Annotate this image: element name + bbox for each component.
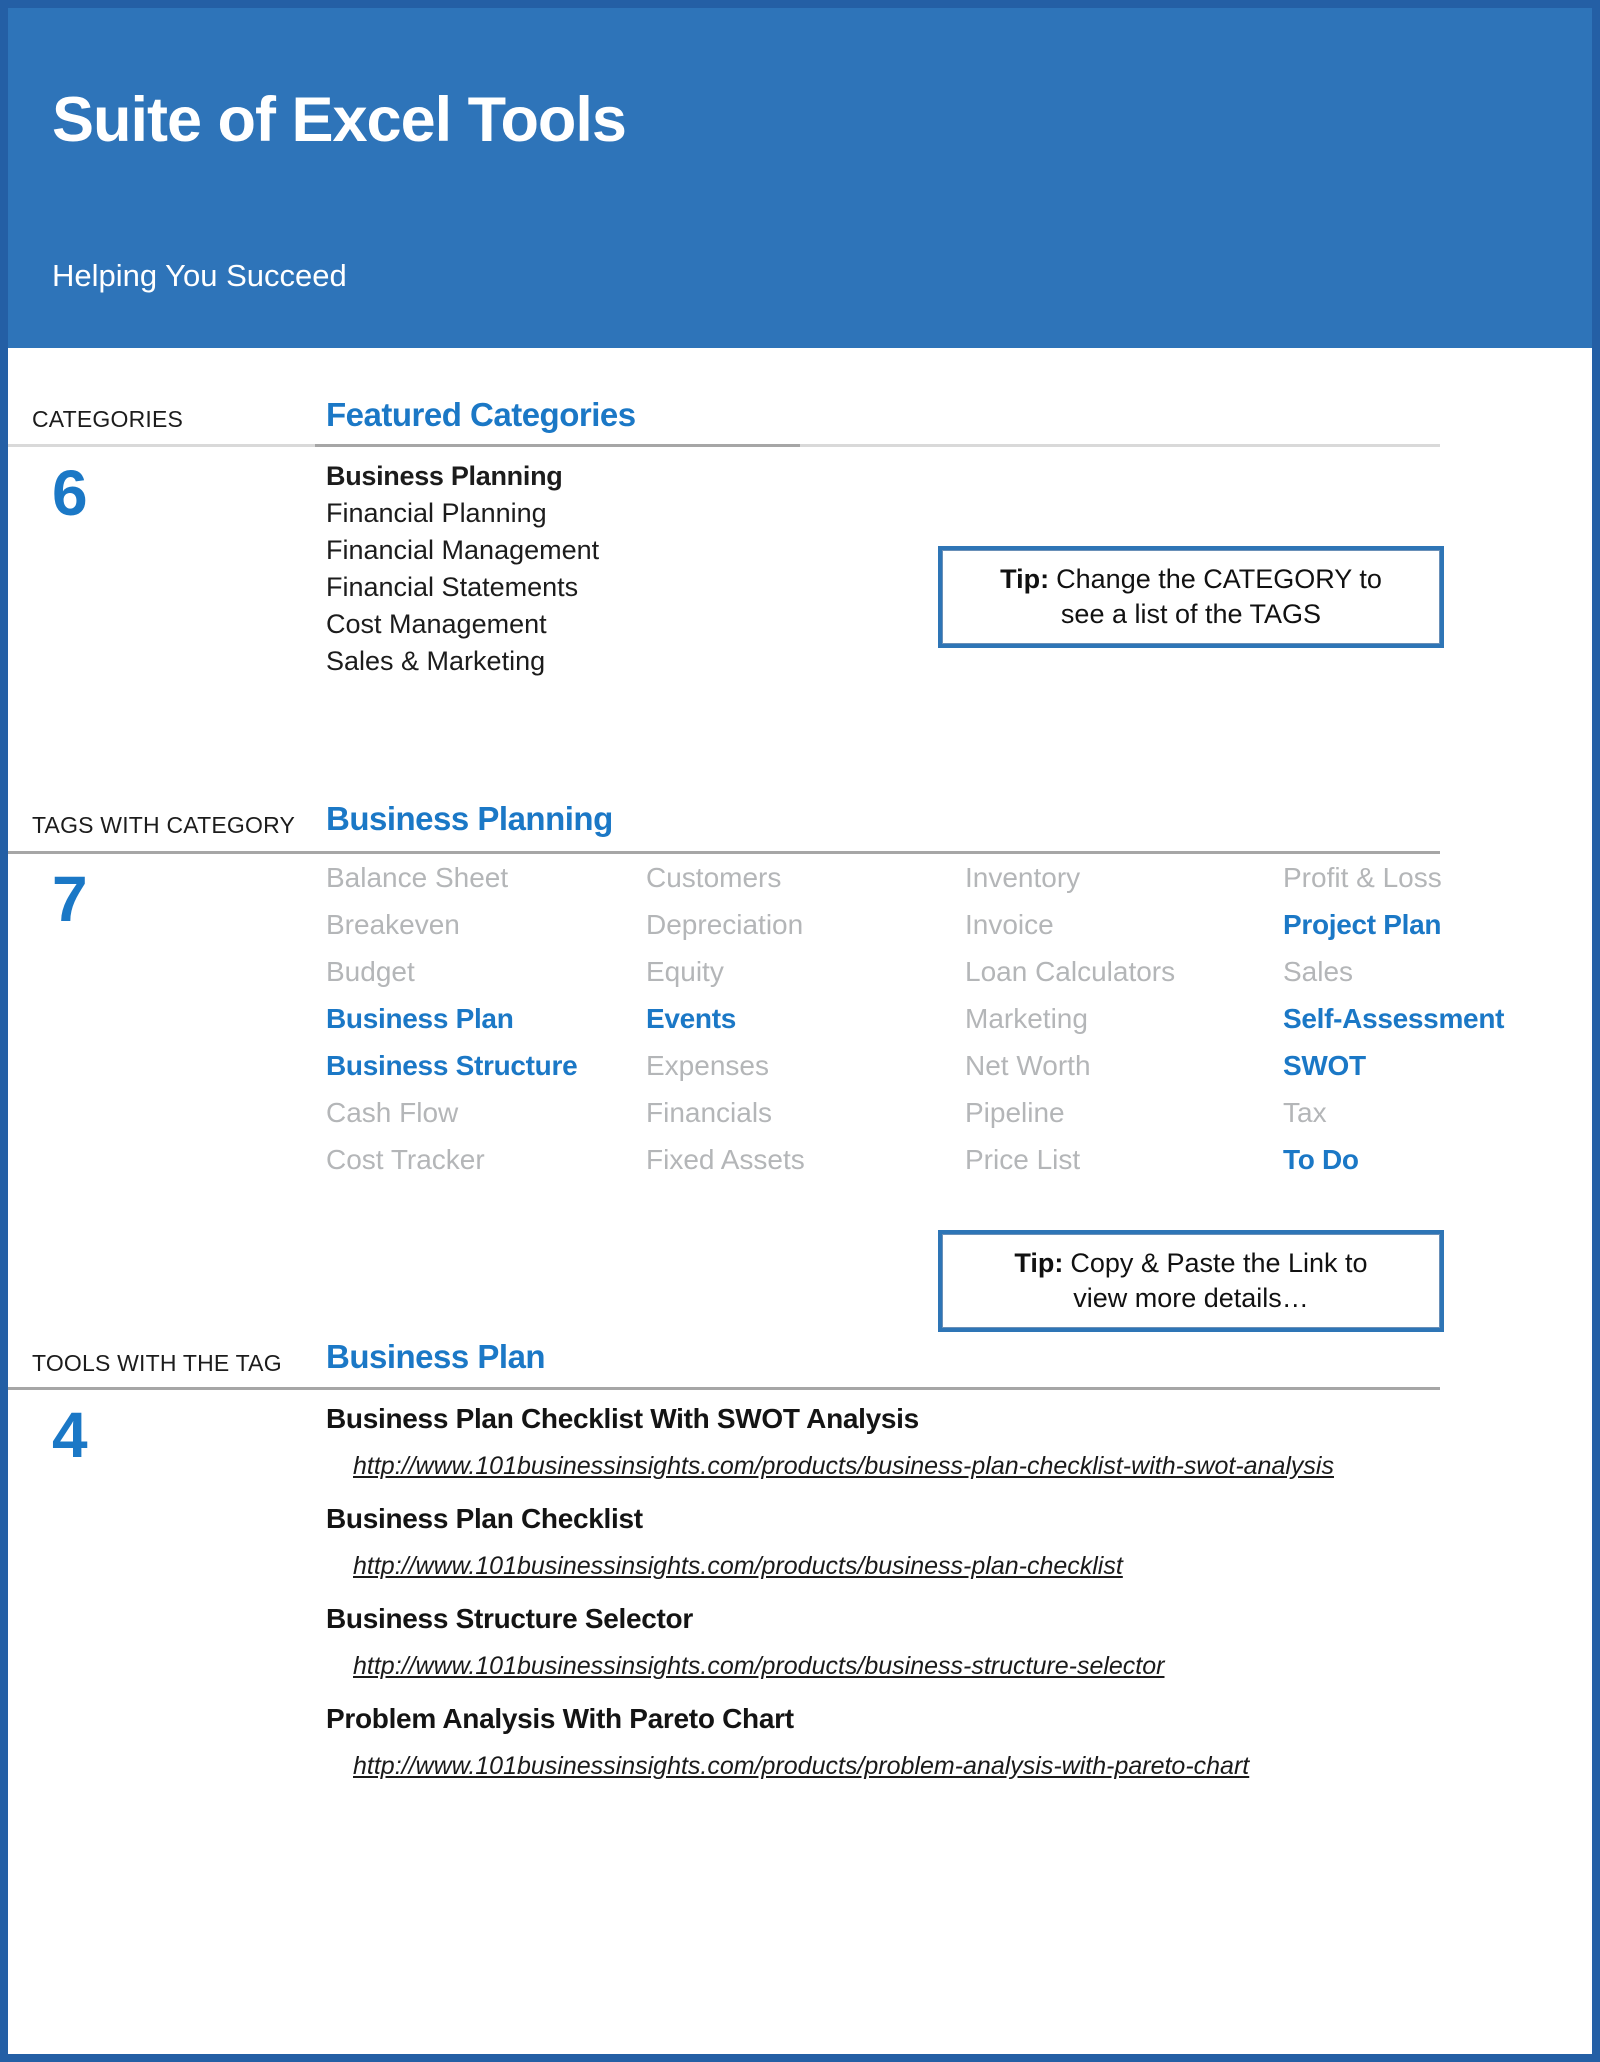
page-subtitle: Helping You Succeed [52,258,347,293]
tool-name: Problem Analysis With Pareto Chart [326,1703,794,1734]
tip-prefix: Tip: [1014,1248,1064,1278]
tag-item[interactable]: Depreciation [646,909,804,940]
tip-prefix: Tip: [1000,564,1050,594]
tag-item[interactable]: Business Structure [326,1050,578,1081]
tag-item[interactable]: Equity [646,956,724,987]
tool-name: Business Plan Checklist With SWOT Analysis [326,1403,919,1434]
tag-item[interactable]: Customers [646,862,782,893]
tags-label: TAGS WITH CATEGORY [32,812,296,838]
categories-label: CATEGORIES [32,406,184,432]
tool-item [326,1398,1334,1498]
tip-box-link [938,1230,1444,1332]
section-divider [8,851,1440,854]
tag-grid [326,858,1504,1187]
tag-item[interactable]: Breakeven [326,909,460,940]
tool-name: Business Plan Checklist [326,1503,643,1534]
tip-line [942,562,1440,597]
category-item[interactable]: Financial Management [326,535,600,565]
tag-item[interactable]: Inventory [965,862,1081,893]
category-list [326,458,599,680]
tool-url-link[interactable]: http://www.101businessinsights.com/products/business-structure-selector [353,1652,1165,1680]
tag-item[interactable]: SWOT [1283,1050,1366,1081]
tag-item[interactable]: Sales [1283,956,1354,987]
tag-item[interactable]: Financials [646,1097,773,1128]
category-item[interactable]: Financial Statements [326,572,579,602]
tag-item[interactable]: Tax [1283,1097,1327,1128]
tag-item[interactable]: Net Worth [965,1050,1091,1081]
tag-item[interactable]: Fixed Assets [646,1144,805,1175]
tags-count: 7 [52,863,88,935]
categories-count: 6 [52,457,88,529]
header-banner [8,8,1592,348]
tag-item[interactable]: Cost Tracker [326,1144,485,1175]
tag-item[interactable]: Marketing [965,1003,1088,1034]
tool-url-link[interactable]: http://www.101businessinsights.com/products/business-plan-checklist-with-swot-analysis [353,1452,1334,1480]
category-item[interactable]: Business Planning [326,461,563,491]
featured-categories-heading: Featured Categories [326,396,636,433]
tools-label: TOOLS WITH THE TAG [32,1350,282,1376]
section-divider [8,1387,1440,1390]
tag-item[interactable]: Expenses [646,1050,769,1081]
tag-item[interactable]: Pipeline [965,1097,1065,1128]
tool-url-link[interactable]: http://www.101businessinsights.com/products/problem-analysis-with-pareto-chart [353,1752,1250,1780]
tools-count: 4 [52,1399,88,1471]
tool-item [326,1598,1334,1698]
tool-name: Business Structure Selector [326,1603,693,1634]
tip-line [942,1246,1440,1281]
page-title: Suite of Excel Tools [52,85,626,155]
tag-item[interactable]: Project Plan [1283,909,1442,940]
tag-item[interactable]: Budget [326,956,415,987]
category-item[interactable]: Sales & Marketing [326,646,546,676]
tool-item [326,1698,1334,1798]
category-item[interactable]: Financial Planning [326,498,547,528]
tag-item[interactable]: Business Plan [326,1003,514,1034]
tools-heading: Business Plan [326,1338,546,1375]
tip-text: Copy & Paste the Link to [1070,1248,1368,1278]
tip-line: see a list of the TAGS [1060,599,1322,629]
tool-url-link[interactable]: http://www.101businessinsights.com/products/business-plan-checklist [353,1552,1123,1580]
tags-heading: Business Planning [326,800,613,837]
tag-item[interactable]: Self-Assessment [1283,1003,1505,1034]
tag-item[interactable]: Invoice [965,909,1054,940]
tip-box-category [938,546,1444,648]
tip-text: Change the CATEGORY to [1056,564,1382,594]
tool-list [326,1398,1334,1798]
tag-item[interactable]: Events [646,1003,737,1034]
tag-item[interactable]: To Do [1283,1144,1359,1175]
tag-item[interactable]: Price List [965,1144,1081,1175]
tool-item [326,1498,1334,1598]
category-item[interactable]: Cost Management [326,609,547,639]
section-divider [8,444,1440,447]
tag-item[interactable]: Profit & Loss [1283,862,1442,893]
tag-item[interactable]: Cash Flow [326,1097,459,1128]
tag-item[interactable]: Balance Sheet [326,862,509,893]
tag-item[interactable]: Loan Calculators [965,956,1176,987]
tip-line: view more details… [1073,1283,1309,1313]
